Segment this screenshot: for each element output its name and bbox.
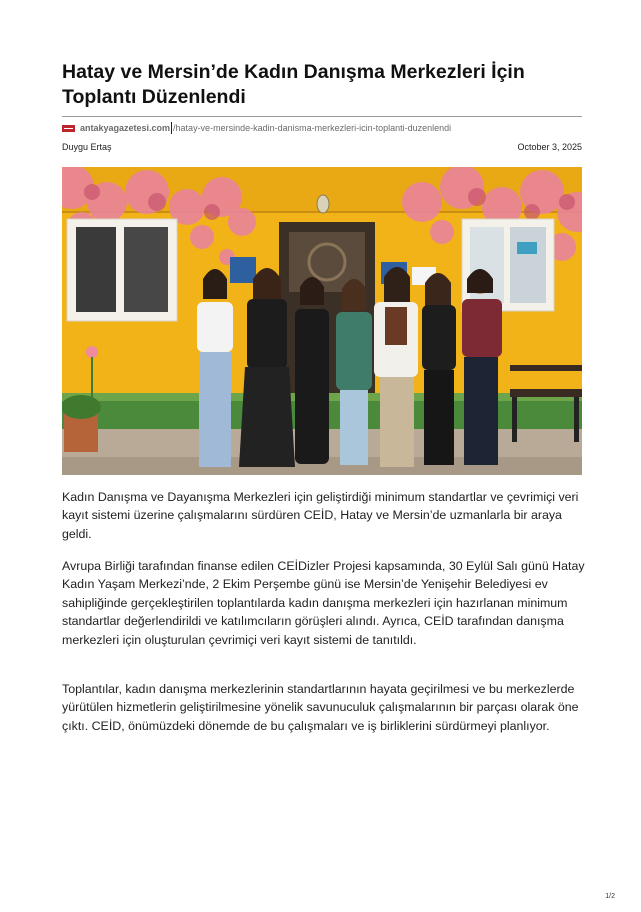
article-paragraph: Toplantılar, kadın danışma merkezlerinin standartlarının hayata geçirilmesi ve bu merkezlerde yürütülen hizmetlerin geliştirilmesine yönelik savunuculuk çalışmalarının bir parçası olarak öne çıktı. CEİD, önümüzdeki dönemde de bu çalışmaları ve iş birliklerini sürdürmeyi planlıyor. (62, 682, 579, 733)
source-path[interactable]: /hatay-ve-mersinde-kadin-danisma-merkezleri-icin-toplanti-duzenlendi (173, 123, 452, 133)
text-cursor (171, 122, 172, 134)
article-paragraph: Avrupa Birliği tarafından finanse edilen CEİDizler Projesi kapsamında, 30 Eylül Salı günü Hatay Kadın Yaşam Merkezi’nde, 2 Ekim Perşembe günü ise Mersin’de Yenişehir Belediyesi ev sahipliğinde gerçekleştirilen toplantılarda kadın danışma merkezleri için hazırlanan minimum standartlar değerlendirildi ve katılımcıların görüşleri alındı. Ayrıca, CEİD tarafından danışma merkezleri için oluşturulan çevrimiçi veri kayıt sistemi de tanıtıldı. (62, 559, 585, 647)
source-domain[interactable]: antakyagazetesi.com (80, 123, 171, 133)
newspaper-logo-icon (62, 125, 75, 132)
publish-date: October 3, 2025 (517, 142, 582, 152)
source-url[interactable] (62, 122, 451, 134)
page-number: 1/2 (605, 893, 615, 900)
article-photo (62, 167, 582, 475)
author-name: Duygu Ertaş (62, 142, 112, 152)
article-title: Hatay ve Mersin’de Kadın Danışma Merkezleri İçin Toplantı Düzenlendi (62, 61, 525, 108)
title-divider (62, 116, 582, 117)
article-paragraph: Kadın Danışma ve Dayanışma Merkezleri için geliştirdiği minimum standartlar ve çevrimiçi veri kayıt sistemi üzerine çalışmalarını sürdüren CEİD, Hatay ve Mersin’de uzmanlarla bir araya geldi. (62, 490, 579, 541)
